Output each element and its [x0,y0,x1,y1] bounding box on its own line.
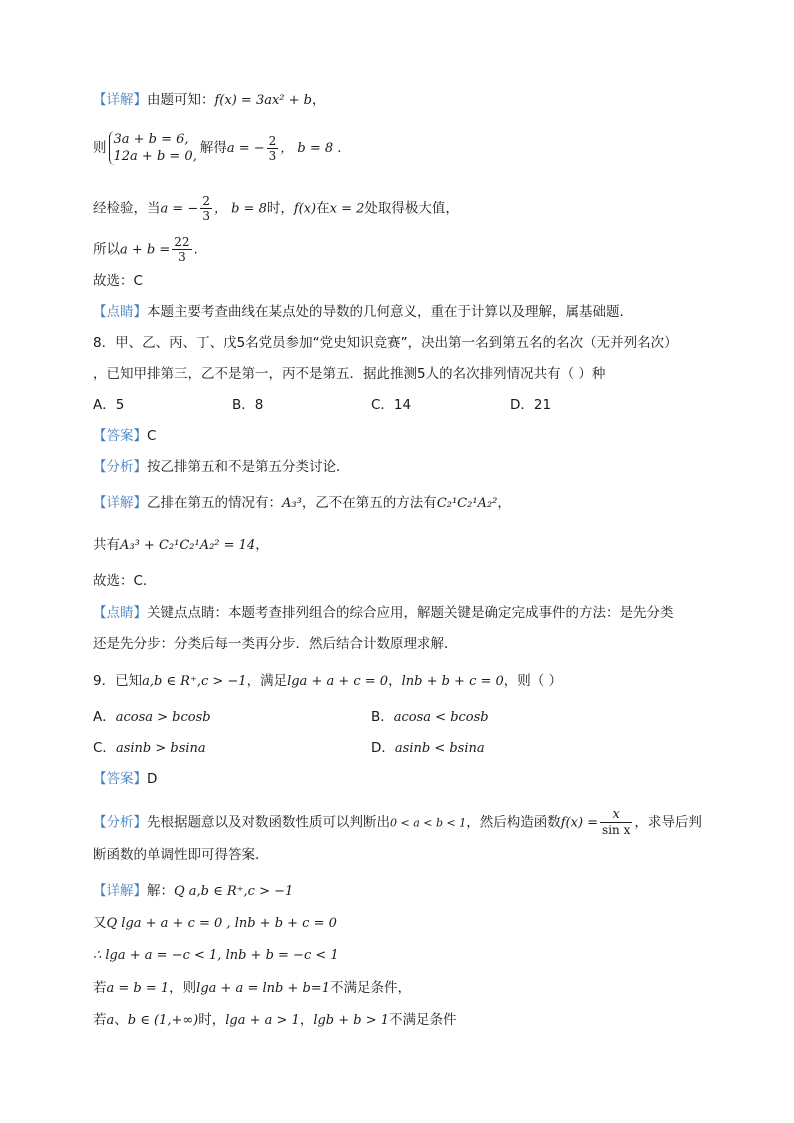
label-detail: 【详解】 [93,92,147,108]
line-14: 故选：C． [93,573,157,589]
line-4: 所以a + b = $\frac{22}{3}$ . [93,235,198,264]
fraction: $\frac{2}{3}$ [268,133,277,163]
equation-system: 3a + b = 6, 12a + b = 0, [109,131,197,165]
line-13: 共有A₃³ + C₂¹C₂¹A₂² = 14， [93,537,269,553]
q9-option-a: A．acosa > bcosb [93,709,211,725]
q8-option-d: D．21 [510,397,552,413]
label-answer: 【答案】 [93,428,147,444]
detail-8: 【详解】乙排在第五的情况有：A₃³，乙不在第五的方法有C₂¹C₂¹A₂²， [93,495,511,511]
detail-9-line-2: 又Q lga + a + c = 0 , lnb + b + c = 0 [93,915,337,931]
question-8-line-1: 8．甲、乙、丙、丁、戊5名党员参加“党史知识竞赛”，决出第一名到第五名的名次（无并列名次） [93,335,678,351]
q9-option-b: B．acosa < bcosb [371,709,489,725]
label-detail: 【详解】 [93,495,147,511]
line-2: 则 3a + b = 6, 12a + b = 0, 解得a = − $\frac{2}{3}$ ， b = 8 . [93,132,342,164]
label-analysis: 【分析】 [93,459,147,475]
fraction: $\frac{22}{3}$ [174,235,190,264]
label-analysis: 【分析】 [93,814,147,831]
answer-8: 【答案】C [93,428,157,444]
label-comment: 【点睛】 [93,605,147,621]
line-1: 【详解】由题可知：f(x) = 3ax² + b， [93,92,326,108]
detail-9-line-1: 【详解】解：Q a,b ∈ R⁺,c > −1 [93,883,294,899]
label-answer: 【答案】 [93,771,147,787]
fraction: $\frac{x}{\text{sin x}}$ [602,807,631,837]
formula: f(x) = 3ax² + b [214,93,312,108]
q9-option-c: C．asinb > bsina [93,740,206,756]
q9-option-d: D．asinb < bsina [371,740,485,756]
analysis-9-line-2: 断函数的单调性即可得答案. [93,847,260,863]
detail-9-line-3: ∴ lga + a = −c < 1, lnb + b = −c < 1 [93,948,339,963]
detail-9-line-5: 若a、b ∈ (1,+∞)时，lga + a > 1，lgb + b > 1不满足条件 [93,1012,457,1028]
q8-option-c: C．14 [371,397,412,413]
label-detail: 【详解】 [93,883,147,899]
fraction: $\frac{2}{3}$ [202,194,210,223]
line-5: 故选：C [93,273,143,289]
label-comment: 【点睛】 [93,304,147,320]
analysis-8: 【分析】按乙排第五和不是第五分类讨论． [93,459,350,475]
line-6: 【点睛】本题主要考查曲线在某点处的导数的几何意义，重在于计算以及理解，属基础题. [93,304,624,320]
q8-option-b: B．8 [232,397,264,413]
line-3: 经检验，当a = − $\frac{2}{3}$ ， b = 8时，f(x)在x = 2处取得极大值， [93,194,459,223]
comment-8-line-1: 【点睛】关键点点睛：本题考查排列组合的综合应用，解题关键是确定完成事件的方法：是先分类 [93,605,674,621]
comment-8-line-2: 还是先分步：分类后每一类再分步．然后结合计数原理求解． [93,636,458,652]
question-8-line-2: ，已知甲排第三，乙不是第一，丙不是第五．据此推测5人的名次排列情况共有（ ）种 [93,366,606,382]
analysis-9-line-1: 【分析】先根据题意以及对数函数性质可以判断出0 < a < b < 1，然后构造函数f(x) = $\frac{x}{\text{sin x}}$ ，求导后判 [93,807,702,837]
answer-9: 【答案】D [93,771,158,787]
detail-9-line-4: 若a = b = 1，则lga + a = lnb + b=1不满足条件， [93,980,411,996]
q8-option-a: A．5 [93,397,125,413]
question-9: 9．已知a,b ∈ R⁺,c > −1，满足lga + a + c = 0，lnb + b + c = 0，则（ ） [93,673,563,689]
